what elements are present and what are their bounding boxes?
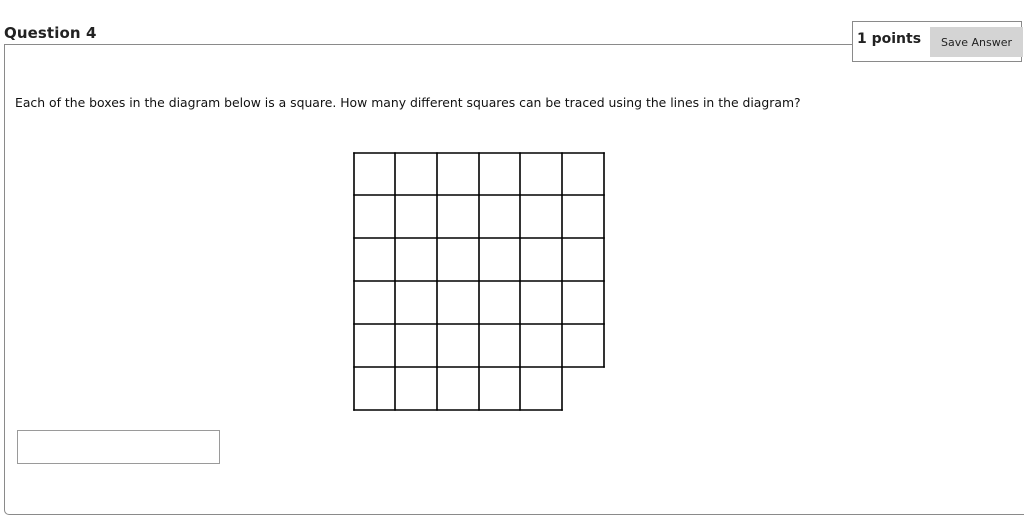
question-prompt: Each of the boxes in the diagram below is a square. How many different squares can be traced using the lines in the diagram?	[15, 95, 801, 110]
question-title: Question 4	[4, 24, 97, 42]
answer-input[interactable]	[17, 430, 220, 464]
square-grid-diagram	[352, 151, 606, 413]
points-label: 1 points	[857, 31, 922, 47]
save-answer-button[interactable]: Save Answer	[930, 27, 1023, 57]
